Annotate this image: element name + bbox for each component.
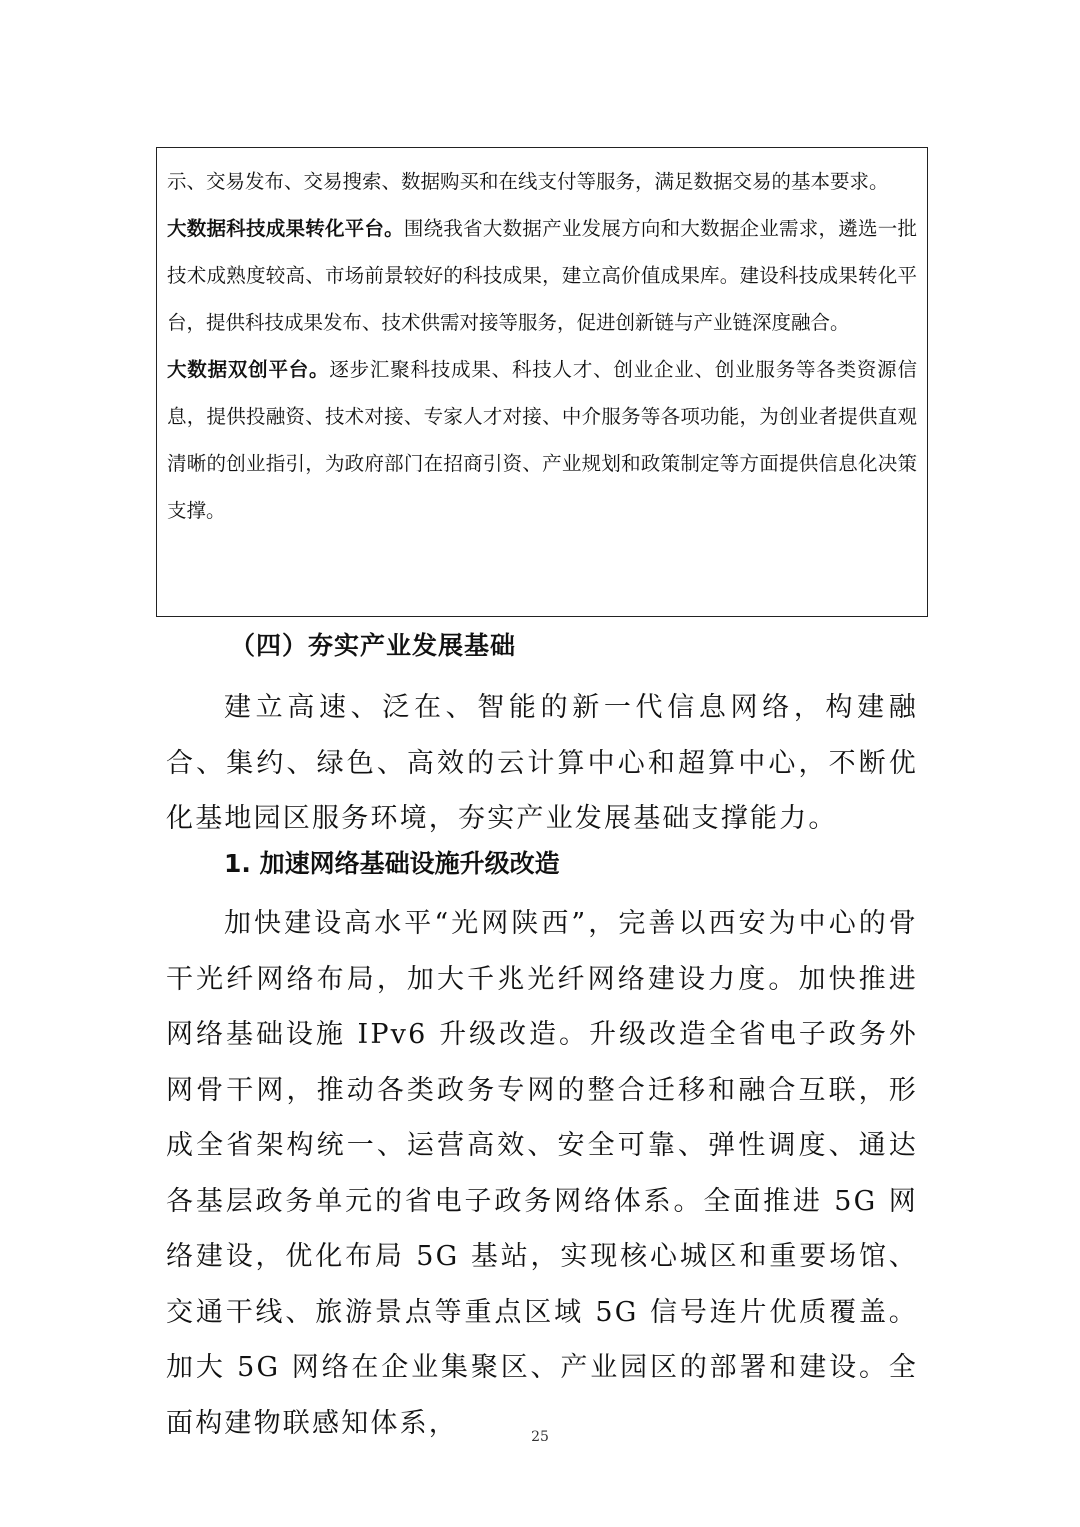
section-heading: （四）夯实产业发展基础 [230, 631, 517, 660]
box-paragraph-3-text: 逐步汇聚科技成果、科技人才、创业企业、创业服务等各类资源信息，提供投融资、技术对接、专家人才对接、中介服务等各项功能，为创业者提供直观清晰的创业指引，为政府部门在招商引资、产业规划和政策制定等方面提供信息化决策支撑。 [167, 358, 917, 522]
section-paragraph: 建立高速、泛在、智能的新一代信息网络，构建融合、集约、绿色、高效的云计算中心和超算中心，不断优化基地园区服务环境，夯实产业发展基础支撑能力。 [166, 692, 918, 834]
box-paragraph-2-lead: 大数据科技成果转化平台。 [167, 217, 404, 240]
box-paragraph-3-lead: 大数据双创平台。 [167, 358, 330, 381]
boxed-platform-list [156, 147, 928, 617]
box-paragraph-1 [167, 158, 917, 205]
sub-paragraph: 加快建设高水平“光网陕西”，完善以西安为中心的骨干光纤网络布局，加大千兆光纤网络建设力度。加快推进网络基础设施 IPv6 升级改造。升级改造全省电子政务外网骨干网，推动各类政务专网的整合迁移和融合互联，形成全省架构统一、运营高效、安全可靠、弹性调度、通达各基层政务单元的省电子政务网络体系。全面推进 5G 网络建设，优化布局 5G 基站，实现核心城区和重要场馆、交通干线、旅游景点等重点区域 5G 信号连片优质覆盖。加大 5G 网络在企业集聚区、产业园区的部署和建设。全面构建物联感知体系， [166, 908, 918, 1439]
box-paragraph-2-text: 围绕我省大数据产业发展方向和大数据企业需求，遴选一批技术成熟度较高、市场前景较好的科技成果，建立高价值成果库。建设科技成果转化平台，提供科技成果发布、技术供需对接等服务，促进创新链与产业链深度融合。 [167, 217, 917, 334]
page-number: 25 [531, 1429, 549, 1445]
box-paragraph-2 [167, 205, 917, 346]
box-paragraph-1-text: 示、交易发布、交易搜索、数据购买和在线支付等服务，满足数据交易的基本要求。 [167, 170, 889, 193]
box-paragraph-3 [167, 346, 917, 534]
sub-heading: 1. 加速网络基础设施升级改造 [224, 849, 560, 878]
